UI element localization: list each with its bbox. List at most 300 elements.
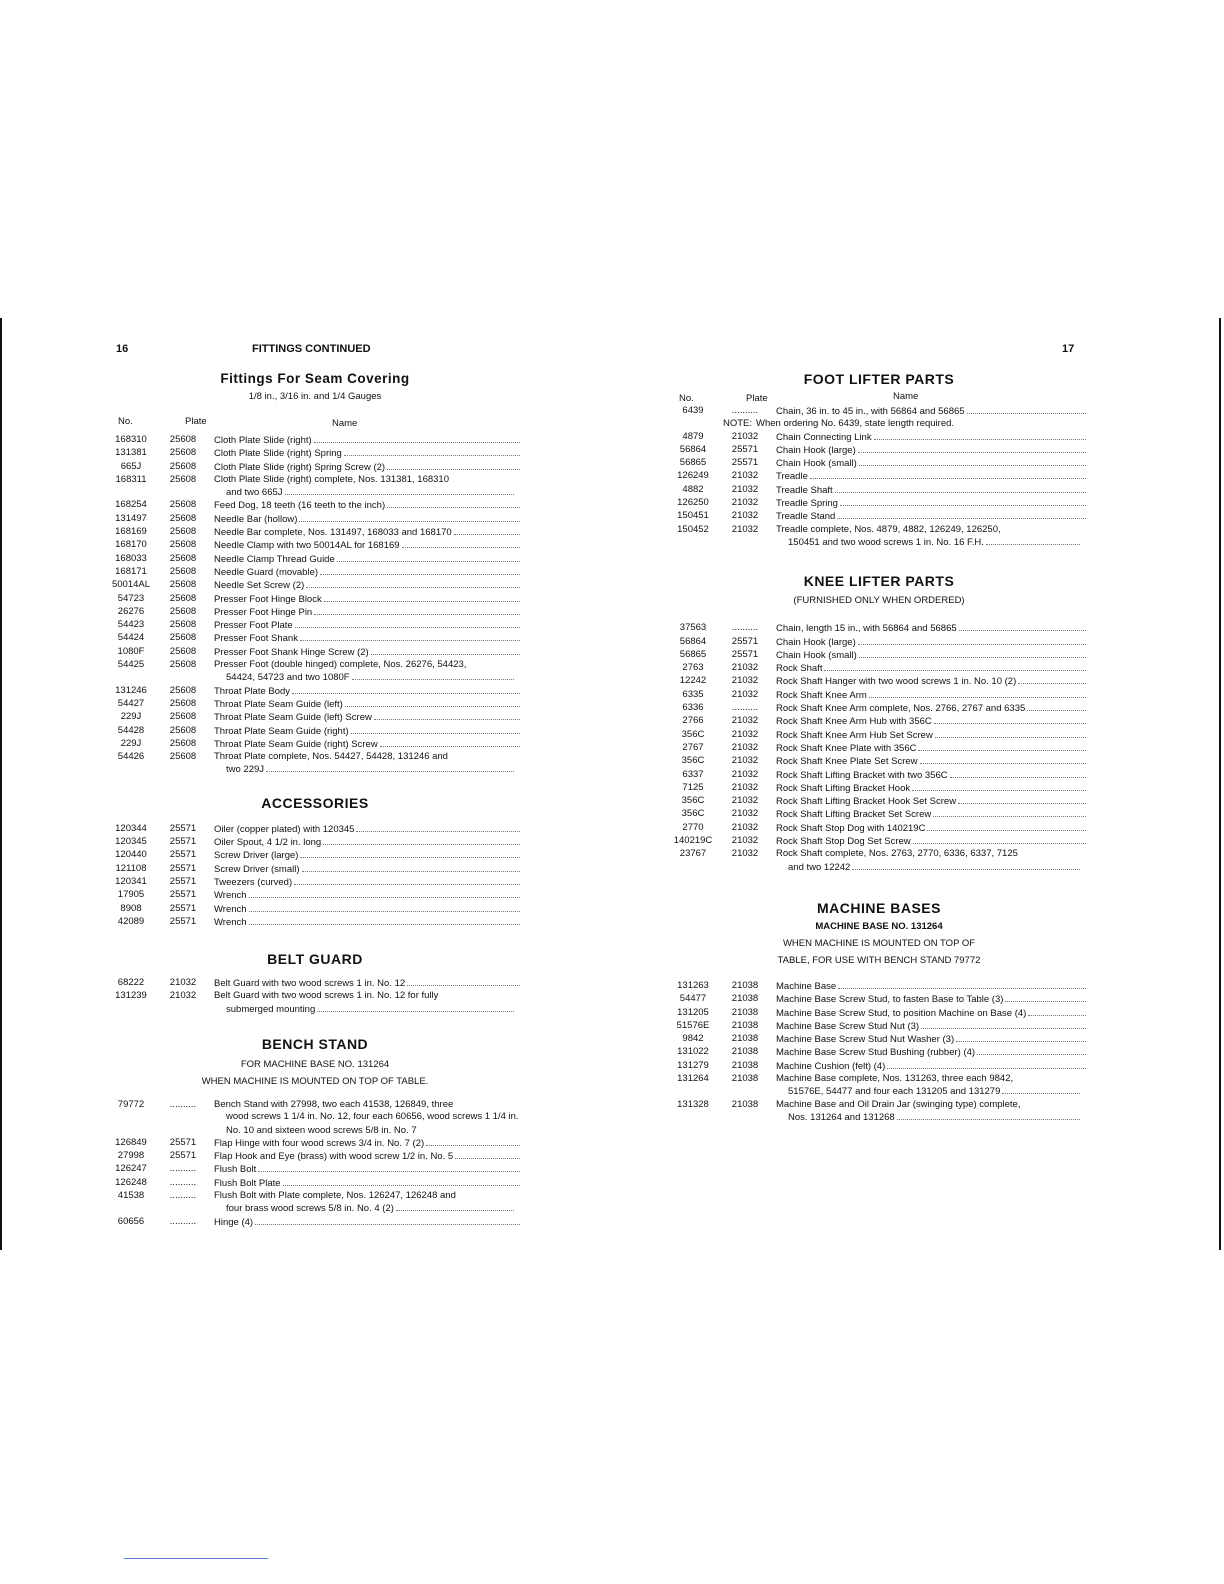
plate-number: 21032: [169, 990, 197, 1002]
part-name-continued: wood screws 1 1/4 in. No. 12, four each 60656, wood screws 1 1/4 in. No. 10 and sixteen wood screws 5/8 in. No. 7: [226, 1111, 519, 1136]
note-text: When ordering No. 6439, state length required.: [756, 418, 955, 430]
part-name: Rock Shaft Lifting Bracket Hook: [776, 782, 1086, 795]
part-name: Bench Stand with 27998, two each 41538, 126849, three wood screws 1 1/4 in. No. 12, four each 60656, wood screws 1 1/4 in. No. 10 and sixteen wood screws 5/8 in. No. 7: [214, 1098, 519, 1136]
part-row: [672, 1020, 1086, 1033]
part-row: [672, 755, 1086, 768]
part-number: 356C: [681, 728, 705, 740]
part-row: [110, 836, 520, 849]
plate-number: 21032: [731, 483, 759, 495]
plate-number: 21032: [731, 768, 759, 780]
plate-number: 25571: [169, 1136, 197, 1148]
part-row: [110, 977, 520, 990]
part-name: Flush Bolt Plate: [214, 1177, 520, 1190]
part-name: Chain, 36 in. to 45 in., with 56864 and 56865: [776, 405, 1086, 418]
part-name: Cloth Plate Slide (right) complete, Nos. 131381, 168310 and two 665J: [214, 474, 520, 500]
part-number: 6336: [682, 702, 704, 714]
part-number: 120341: [115, 875, 147, 887]
plate-number: 25571: [169, 902, 197, 914]
part-name-continued: four brass wood screws 5/8 in. No. 4 (2): [214, 1202, 520, 1215]
part-row: [672, 457, 1086, 470]
plate-number: 25608: [169, 697, 197, 709]
plate-number: 21032: [731, 728, 759, 740]
col-plate-header: Plate: [746, 393, 768, 404]
part-row: [110, 1137, 520, 1150]
part-row: [110, 474, 520, 500]
plate-number: 25608: [169, 526, 197, 538]
part-row: [672, 795, 1086, 808]
part-number: 131022: [677, 1046, 709, 1058]
part-name: Cloth Plate Slide (right): [214, 434, 520, 447]
part-name: Treadle complete, Nos. 4879, 4882, 126249, 126250, 150451 and two wood screws 1 in. No. 16 F.H.: [776, 524, 1086, 550]
part-number: 131497: [115, 512, 147, 524]
part-name: Treadle Spring: [776, 497, 1086, 510]
part-name: Machine Base Screw Stud Nut (3): [776, 1020, 1086, 1033]
part-row: [672, 1073, 1086, 1099]
plate-number: 25571: [169, 1150, 197, 1162]
plate-number: 21032: [731, 688, 759, 700]
col-no-header: No.: [679, 393, 694, 404]
part-number: 79772: [117, 1098, 145, 1110]
part-name: Needle Bar (hollow): [214, 513, 520, 526]
part-name: Throat Plate Seam Guide (right): [214, 725, 520, 738]
note-label: NOTE:: [722, 418, 752, 430]
part-row: [672, 782, 1086, 795]
plate-number: 21038: [731, 1006, 759, 1018]
part-name: Machine Base Screw Stud, to position Machine on Base (4): [776, 1007, 1086, 1020]
part-number: 126250: [677, 497, 709, 509]
plate-number: ..........: [731, 405, 759, 416]
part-name: Chain Hook (small): [776, 457, 1086, 470]
part-name: Wrench: [214, 889, 520, 902]
part-row: [672, 808, 1086, 821]
part-name: Presser Foot (double hinged) complete, Nos. 26276, 54423, 54424, 54723 and two 1080F: [214, 659, 520, 685]
part-name: Screw Driver (small): [214, 863, 520, 876]
part-number: 54723: [117, 592, 145, 604]
plate-number: 25608: [169, 645, 197, 657]
plate-number: 25608: [169, 751, 197, 763]
plate-number: 25571: [731, 635, 759, 647]
part-row: [672, 675, 1086, 688]
part-number: 131279: [677, 1059, 709, 1071]
part-number: 356C: [681, 755, 705, 767]
part-number: 131328: [677, 1098, 709, 1110]
plate-number: ..........: [731, 702, 759, 714]
part-name-continued: and two 665J: [214, 486, 520, 499]
part-row: [672, 484, 1086, 497]
part-row: [110, 593, 520, 606]
part-row: [672, 729, 1086, 742]
part-name: Feed Dog, 18 teeth (16 teeth to the inch): [214, 499, 520, 512]
part-row: [110, 903, 520, 916]
part-row: [110, 725, 520, 738]
part-row: [110, 1216, 520, 1229]
part-row: [110, 606, 520, 619]
part-name: Throat Plate complete, Nos. 54427, 54428, 131246 and two 229J: [214, 751, 520, 777]
foot-lifter-column-headers: [672, 391, 1086, 405]
part-name: Machine Base complete, Nos. 131263, three each 9842, 51576E, 54477 and four each 131205 and 131279: [776, 1073, 1086, 1099]
plate-number: 21032: [731, 430, 759, 442]
knee-lifter-title: KNEE LIFTER PARTS: [803, 573, 955, 590]
left-page: [110, 343, 520, 1229]
plate-number: 25608: [169, 711, 197, 723]
part-name: Needle Bar complete, Nos. 131497, 168033 and 168170: [214, 526, 520, 539]
part-name: Needle Guard (movable): [214, 566, 520, 579]
part-number: 168170: [115, 539, 147, 551]
part-name: Rock Shaft Hanger with two wood screws 1 in. No. 10 (2): [776, 675, 1086, 688]
part-name: Belt Guard with two wood screws 1 in. No. 12: [214, 977, 520, 990]
note-row: [672, 418, 1086, 430]
plate-number: 25571: [169, 849, 197, 861]
plate-number: 21038: [731, 993, 759, 1005]
part-row: [110, 711, 520, 724]
part-row: [672, 444, 1086, 457]
part-number: 150451: [677, 510, 709, 522]
part-name: Flush Bolt: [214, 1163, 520, 1176]
col-name-header: Name: [332, 418, 358, 429]
plate-number: 25608: [169, 579, 197, 591]
plate-number: 21032: [731, 675, 759, 687]
part-row: [672, 636, 1086, 649]
accessories-list: [110, 823, 520, 929]
part-number: 23767: [679, 848, 707, 860]
machine-bases-subtitle-3: TABLE, FOR USE WITH BENCH STAND 79772: [777, 954, 981, 966]
page-number-right: 17: [1062, 343, 1075, 355]
plate-number: 25608: [169, 724, 197, 736]
part-row: [110, 849, 520, 862]
part-name: Needle Clamp with two 50014AL for 168169: [214, 539, 520, 552]
part-name: Presser Foot Plate: [214, 619, 520, 632]
machine-bases-subtitle-2: WHEN MACHINE IS MOUNTED ON TOP OF: [782, 937, 976, 949]
part-row: [110, 659, 520, 685]
plate-number: 21038: [731, 1059, 759, 1071]
plate-number: ..........: [169, 1190, 197, 1202]
part-number: 4882: [682, 483, 704, 495]
part-name: Rock Shaft Lifting Bracket Set Screw: [776, 808, 1086, 821]
plate-number: 21032: [731, 523, 759, 535]
part-row: [110, 447, 520, 460]
part-number: 126849: [115, 1136, 147, 1148]
plate-number: ..........: [169, 1098, 197, 1110]
part-number: 12242: [679, 675, 707, 687]
plate-number: 25571: [169, 862, 197, 874]
col-name-header: Name: [893, 391, 919, 402]
part-name: Flap Hook and Eye (brass) with wood screw 1/2 in. No. 5: [214, 1150, 520, 1163]
part-number: 2766: [682, 715, 704, 727]
right-header: [672, 343, 1086, 359]
part-row: [110, 1177, 520, 1190]
part-name: Chain Hook (large): [776, 444, 1086, 457]
col-plate-header: Plate: [185, 416, 207, 427]
part-name: Throat Plate Body: [214, 685, 520, 698]
plate-number: 25608: [169, 512, 197, 524]
plate-number: 25571: [169, 915, 197, 927]
part-name: Wrench: [214, 916, 520, 929]
part-name: Treadle Shaft: [776, 484, 1086, 497]
part-number: 120345: [115, 836, 147, 848]
part-row: [110, 553, 520, 566]
bench-stand-subtitle-1: FOR MACHINE BASE NO. 131264: [240, 1058, 390, 1070]
accessories-title: ACCESSORIES: [261, 794, 369, 811]
part-row: [672, 1046, 1086, 1059]
part-row: [110, 1190, 520, 1216]
plate-number: 21032: [731, 755, 759, 767]
plate-number: 21032: [731, 835, 759, 847]
foot-lifter-title: FOOT LIFTER PARTS: [803, 371, 955, 387]
part-row: [672, 848, 1086, 874]
part-number: 56865: [679, 648, 707, 660]
part-name: Presser Foot Shank Hinge Screw (2): [214, 646, 520, 659]
part-number: 131239: [115, 990, 147, 1002]
part-number: 168254: [115, 499, 147, 511]
part-number: 131264: [677, 1072, 709, 1084]
part-number: 41538: [117, 1190, 145, 1202]
part-number: 168169: [115, 526, 147, 538]
plate-number: 21032: [731, 795, 759, 807]
part-name-continued: two 229J: [214, 763, 520, 776]
part-row: [672, 993, 1086, 1006]
part-number: 54427: [117, 697, 145, 709]
plate-number: 25608: [169, 473, 197, 485]
part-row: [110, 513, 520, 526]
part-row: [672, 689, 1086, 702]
bench-stand-subtitle-2: WHEN MACHINE IS MOUNTED ON TOP OF TABLE.: [201, 1075, 429, 1087]
part-number: 2763: [682, 662, 704, 674]
part-row: [110, 619, 520, 632]
plate-number: 21038: [731, 1072, 759, 1084]
running-head: FITTINGS CONTINUED: [252, 343, 371, 355]
part-row: [672, 822, 1086, 835]
plate-number: 21032: [731, 470, 759, 482]
part-row: [110, 499, 520, 512]
seam-parts-list: [110, 434, 520, 777]
part-row: [110, 434, 520, 447]
part-name: Machine Base and Oil Drain Jar (swinging type) complete, Nos. 131264 and 131268: [776, 1099, 1086, 1125]
plate-number: 21038: [731, 979, 759, 991]
bench-stand-title: BENCH STAND: [261, 1035, 369, 1052]
part-number: 54423: [117, 619, 145, 631]
plate-number: 25571: [169, 822, 197, 834]
plate-number: 25608: [169, 737, 197, 749]
part-number: 131381: [115, 447, 147, 459]
part-number: 120440: [115, 849, 147, 861]
part-number: 54425: [117, 659, 145, 671]
part-row: [672, 1099, 1086, 1125]
part-name: Needle Set Screw (2): [214, 579, 520, 592]
belt-guard-title: BELT GUARD: [267, 951, 363, 968]
part-row: [110, 461, 520, 474]
part-row: [110, 990, 520, 1016]
part-number: 7125: [682, 781, 704, 793]
bench-stand-list: [110, 1099, 520, 1229]
part-number: 168310: [115, 434, 147, 445]
part-number: 54424: [117, 632, 145, 644]
part-row: [110, 876, 520, 889]
part-name-continued: and two 12242: [776, 861, 1086, 874]
part-number: 356C: [681, 808, 705, 820]
part-name: Rock Shaft Stop Dog Set Screw: [776, 835, 1086, 848]
part-row: [110, 1099, 520, 1137]
part-name: Rock Shaft Lifting Bracket with two 356C: [776, 769, 1086, 782]
part-number: 1080F: [117, 645, 145, 657]
part-number: 42089: [117, 915, 145, 927]
part-number: 17905: [117, 889, 145, 901]
part-name: Throat Plate Seam Guide (left) Screw: [214, 711, 520, 724]
part-number: 54477: [679, 993, 707, 1005]
foot-lifter-list: [672, 431, 1086, 550]
part-row: [110, 823, 520, 836]
machine-bases-subtitle-1: MACHINE BASE NO. 131264: [815, 920, 943, 932]
part-name: Presser Foot Shank: [214, 632, 520, 645]
part-number: 6335: [682, 688, 704, 700]
part-number: 6439: [682, 405, 704, 416]
part-name: Cloth Plate Slide (right) Spring Screw (2): [214, 461, 520, 474]
part-number: 37563: [679, 622, 707, 634]
part-row: [672, 497, 1086, 510]
part-number: 54428: [117, 724, 145, 736]
part-row: [110, 526, 520, 539]
plate-number: 25608: [169, 447, 197, 459]
plate-number: 25571: [731, 648, 759, 660]
part-number: 126247: [115, 1163, 147, 1175]
part-name: Flap Hinge with four wood screws 3/4 in. No. 7 (2): [214, 1137, 520, 1150]
part-name: Oiler (copper plated) with 120345: [214, 823, 520, 836]
part-number: 68222: [117, 977, 145, 989]
col-no-header: No.: [118, 416, 133, 427]
part-number: 56865: [679, 457, 707, 469]
plate-number: 21032: [731, 497, 759, 509]
part-number: 131246: [115, 684, 147, 696]
part-number: 121108: [115, 862, 147, 874]
part-number: 6337: [682, 768, 704, 780]
part-number: 126249: [677, 470, 709, 482]
plate-number: 25608: [169, 592, 197, 604]
part-number: 60656: [117, 1215, 145, 1227]
seam-title: Fittings For Seam Covering: [220, 371, 410, 386]
plate-number: 21032: [731, 715, 759, 727]
part-name: Throat Plate Seam Guide (right) Screw: [214, 738, 520, 751]
part-number: 665J: [120, 460, 142, 472]
part-number: 4879: [682, 430, 704, 442]
plate-number: 25608: [169, 539, 197, 551]
part-name: Chain Connecting Link: [776, 431, 1086, 444]
seam-column-headers: [110, 410, 520, 434]
part-row: [110, 751, 520, 777]
part-row: [110, 698, 520, 711]
plate-number: 25608: [169, 565, 197, 577]
plate-number: 21032: [731, 848, 759, 860]
part-number: 140219C: [673, 835, 713, 847]
part-row: [110, 685, 520, 698]
part-name: Throat Plate Seam Guide (left): [214, 698, 520, 711]
knee-lifter-list: [672, 622, 1086, 874]
part-number: 56864: [679, 443, 707, 455]
part-row: [110, 1150, 520, 1163]
part-row: [110, 738, 520, 751]
part-number: 126248: [115, 1176, 147, 1188]
part-name: Rock Shaft Knee Arm Hub with 356C: [776, 715, 1086, 728]
part-name: Presser Foot Hinge Block: [214, 593, 520, 606]
part-name: Tweezers (curved): [214, 876, 520, 889]
part-name: Machine Base Screw Stud Nut Washer (3): [776, 1033, 1086, 1046]
plate-number: 25608: [169, 499, 197, 511]
part-number: 150452: [677, 523, 709, 535]
plate-number: 25608: [169, 632, 197, 644]
plate-number: 21038: [731, 1098, 759, 1110]
part-name: Flush Bolt with Plate complete, Nos. 126247, 126248 and four brass wood screws 5/8 in. No. 4 (2): [214, 1190, 520, 1216]
part-name: Rock Shaft Knee Arm: [776, 689, 1086, 702]
part-name: Rock Shaft Knee Plate Set Screw: [776, 755, 1086, 768]
part-number: 27998: [117, 1150, 145, 1162]
part-row: [110, 566, 520, 579]
part-row: [672, 980, 1086, 993]
part-name-continued: submerged mounting: [214, 1003, 520, 1016]
plate-number: 21032: [731, 821, 759, 833]
part-name: Machine Base Screw Stud Bushing (rubber) (4): [776, 1046, 1086, 1059]
plate-number: 21032: [731, 781, 759, 793]
part-number: 2770: [682, 821, 704, 833]
plate-number: 21038: [731, 1046, 759, 1058]
right-page: [672, 343, 1086, 1124]
plate-number: 25608: [169, 619, 197, 631]
plate-number: 25571: [731, 457, 759, 469]
belt-guard-list: [110, 977, 520, 1016]
part-row: [672, 431, 1086, 444]
part-number: 229J: [120, 711, 142, 723]
part-name: Treadle Stand: [776, 510, 1086, 523]
plate-number: 25571: [169, 889, 197, 901]
part-row: [672, 622, 1086, 635]
scan-edge-left: [0, 318, 2, 1250]
plate-number: 25608: [169, 460, 197, 472]
foot-lifter-first-row: [672, 405, 1086, 431]
page-number-left: 16: [116, 343, 129, 355]
part-number: 2767: [682, 741, 704, 753]
part-name: Rock Shaft Knee Arm complete, Nos. 2766, 2767 and 6335: [776, 702, 1086, 715]
part-number: 229J: [120, 737, 142, 749]
plate-number: 21032: [731, 808, 759, 820]
part-row: [672, 702, 1086, 715]
part-number: 51576E: [676, 1019, 710, 1031]
part-name: Machine Base Screw Stud, to fasten Base to Table (3): [776, 993, 1086, 1006]
plate-number: 25608: [169, 552, 197, 564]
plate-number: 25571: [169, 875, 197, 887]
part-row: [672, 1060, 1086, 1073]
plate-number: 21032: [731, 662, 759, 674]
part-number: 168033: [115, 552, 147, 564]
plate-number: 25608: [169, 659, 197, 671]
part-number: 54426: [117, 751, 145, 763]
machine-bases-title: MACHINE BASES: [817, 899, 941, 916]
part-row: [672, 742, 1086, 755]
part-name-continued: 51576E, 54477 and four each 131205 and 131279: [776, 1085, 1086, 1098]
part-name: Machine Base: [776, 980, 1086, 993]
plate-number: ..........: [169, 1176, 197, 1188]
plate-number: 25608: [169, 684, 197, 696]
knee-lifter-subtitle: (FURNISHED ONLY WHEN ORDERED): [793, 595, 965, 607]
plate-number: 21038: [731, 1033, 759, 1045]
part-name: Presser Foot Hinge Pin: [214, 606, 520, 619]
plate-number: 21032: [169, 977, 197, 989]
part-row: [110, 539, 520, 552]
part-row: [672, 662, 1086, 675]
scan-edge-right: [1219, 318, 1221, 1250]
part-number: 50014AL: [111, 579, 151, 591]
part-number: 168311: [115, 473, 147, 485]
plate-number: 21032: [731, 741, 759, 753]
part-number: 131263: [677, 979, 709, 991]
part-row: [672, 1033, 1086, 1046]
part-name: Rock Shaft Stop Dog with 140219C: [776, 822, 1086, 835]
